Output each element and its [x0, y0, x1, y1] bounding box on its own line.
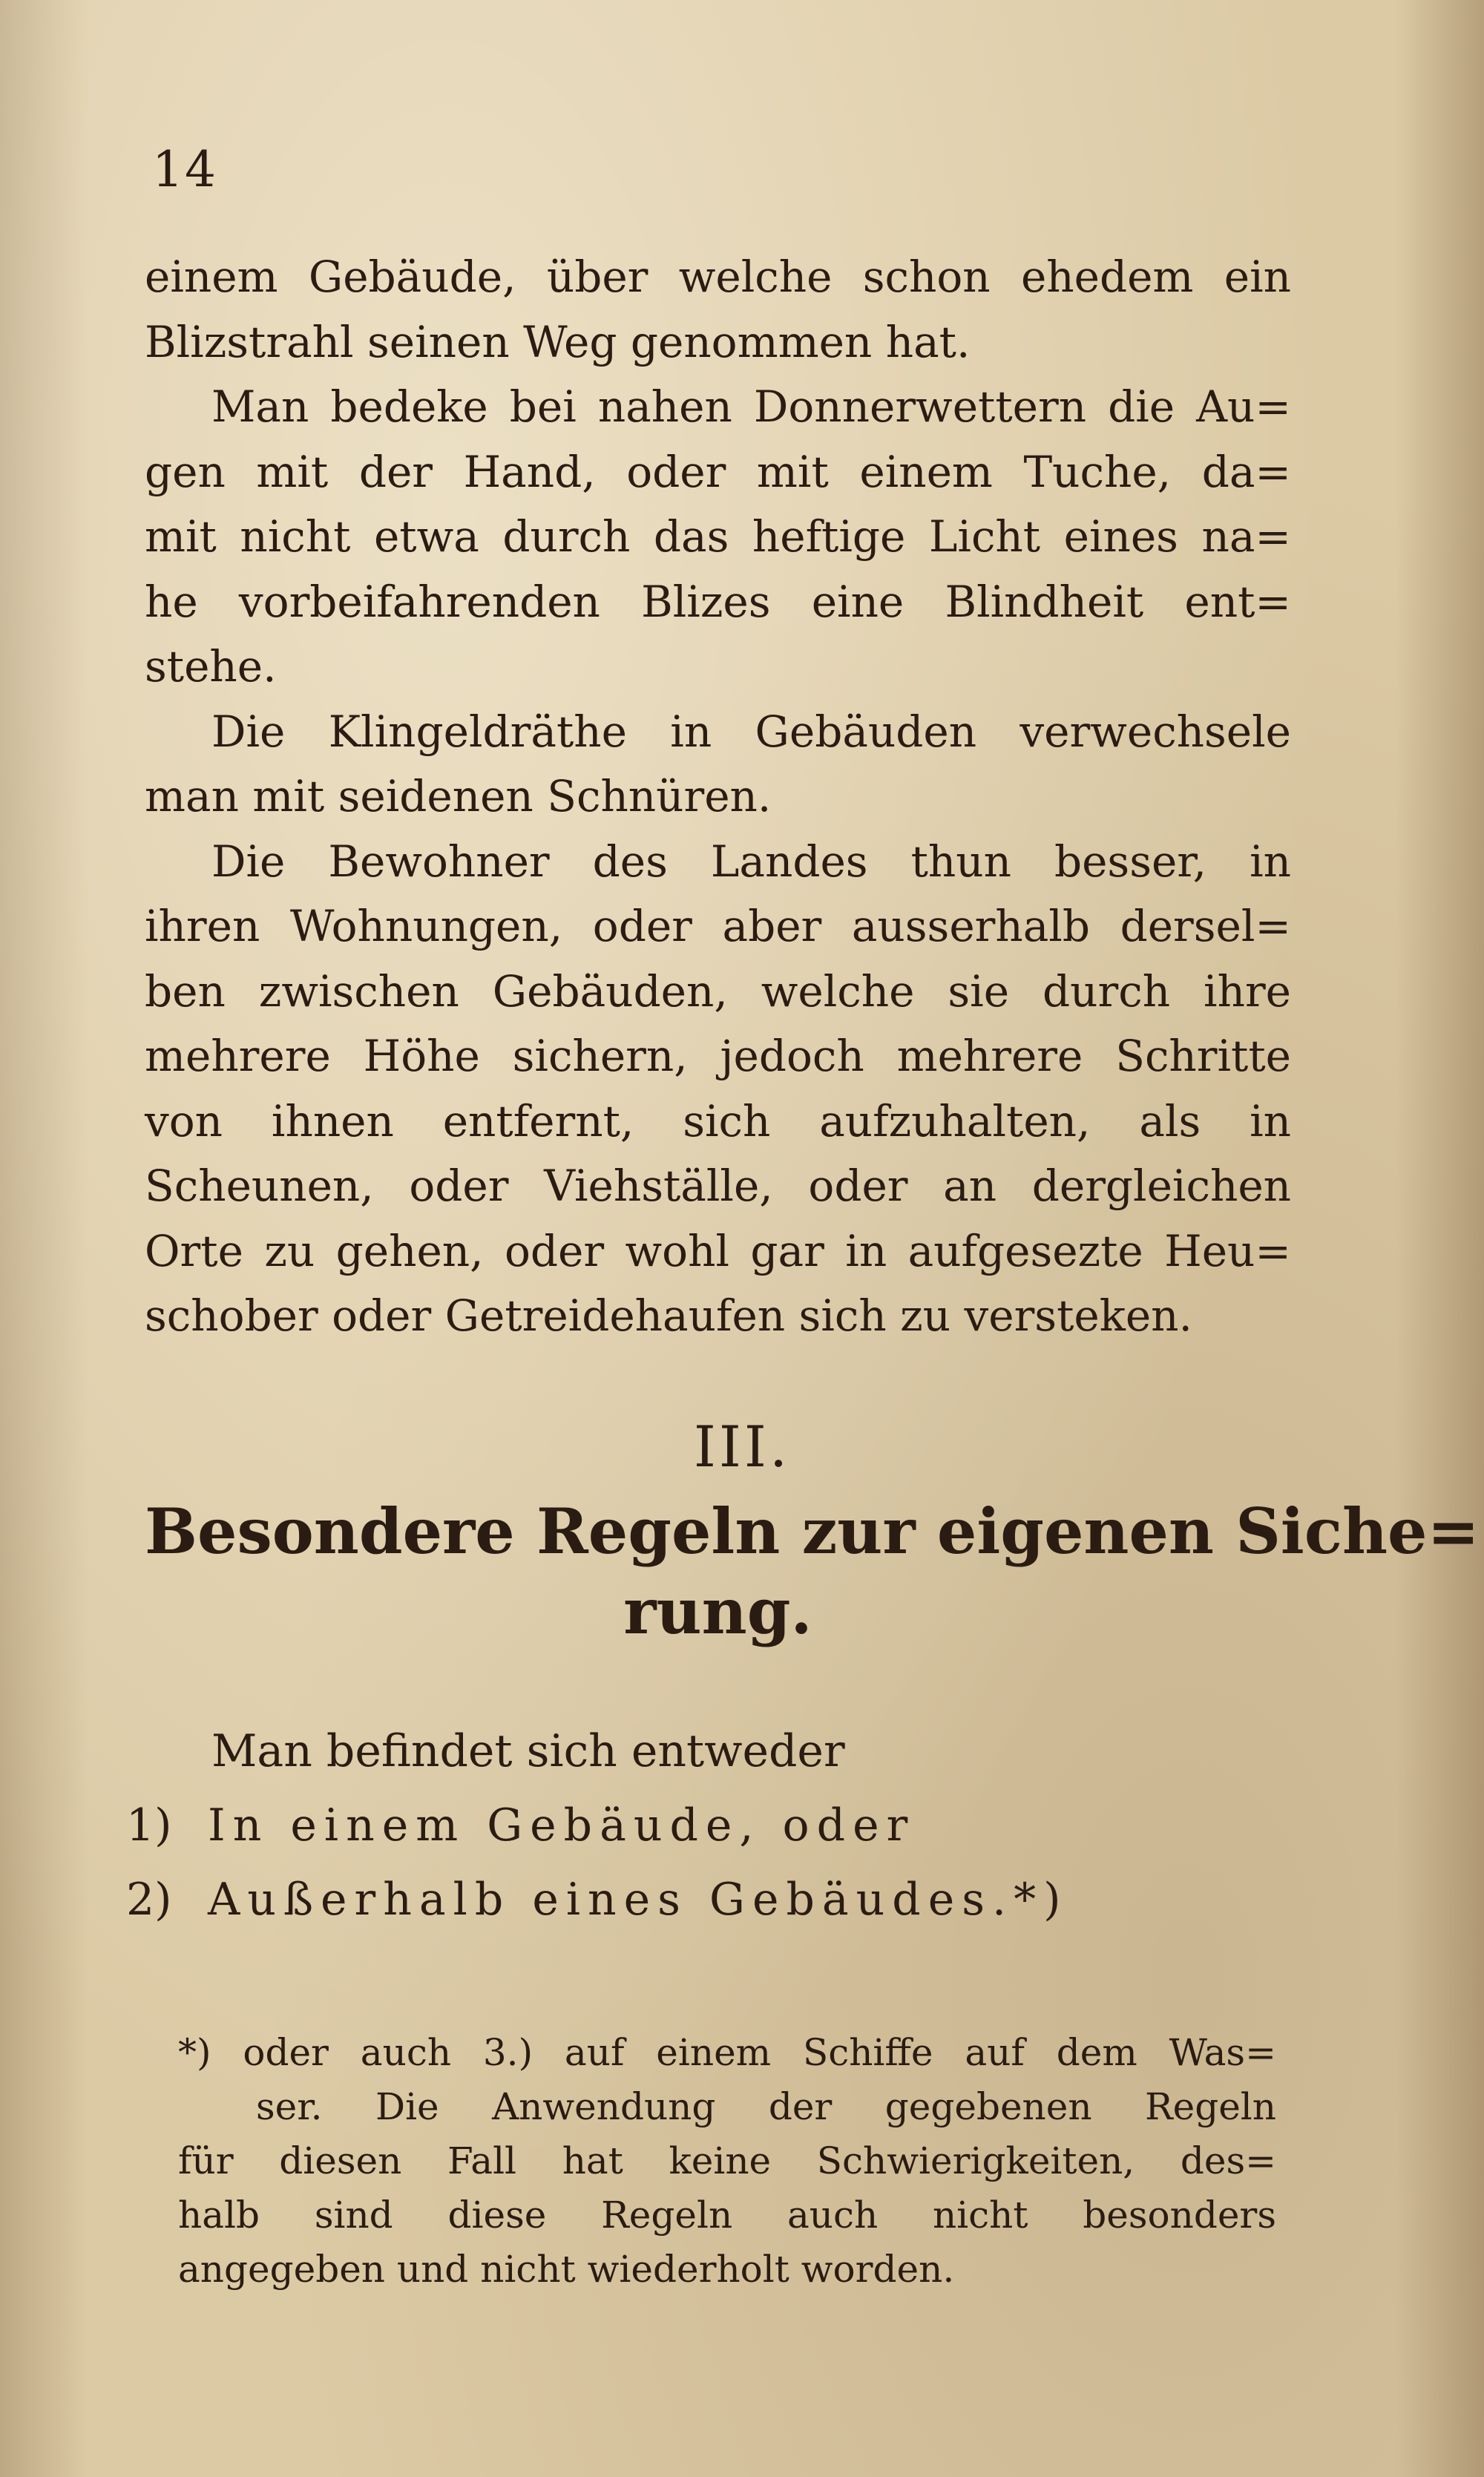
footnote	[178, 2026, 1276, 2297]
text-line: mit nicht etwa durch das heftige Licht eines na=	[145, 511, 1291, 562]
text-line: ihren Wohnungen, oder aber ausserhalb dersel=	[145, 901, 1291, 951]
footnote-line: für diesen Fall hat keine Schwierigkeiten, des=	[178, 2139, 1276, 2182]
intro-line: Man befindet sich entweder	[211, 1725, 845, 1777]
text-line: Scheunen, oder Viehställe, oder an dergleichen	[145, 1161, 1291, 1211]
list-text: In einem Gebäude, oder	[208, 1799, 916, 1851]
text-line: stehe.	[145, 641, 277, 692]
text-line: ben zwischen Gebäuden, welche sie durch ihre	[145, 965, 1291, 1017]
section-number: III.	[693, 1414, 791, 1480]
text-line: einem Gebäude, über welche schon ehedem ein	[145, 252, 1291, 302]
page-number: 14	[152, 141, 217, 198]
text-line: man mit seidenen Schnüren.	[145, 771, 772, 821]
text-line: Blizstrahl seinen Weg genommen hat.	[145, 316, 971, 367]
text-line: von ihnen entfernt, sich aufzuhalten, als in	[145, 1095, 1291, 1146]
text-line: he vorbeifahrenden Blizes eine Blindheit ent=	[145, 576, 1291, 627]
footnote-line: halb sind diese Regeln auch nicht besonders	[178, 2194, 1276, 2237]
section-title	[145, 1492, 1480, 1652]
section-title-line: rung.	[623, 1575, 812, 1648]
text-line: Orte zu gehen, oder wohl gar in aufgesezte Heu=	[145, 1225, 1291, 1276]
text-line: gen mit der Hand, oder mit einem Tuche, da=	[145, 446, 1291, 497]
list-item	[126, 1788, 1298, 1863]
section-title-line: Besondere Regeln zur eigenen Siche=	[145, 1495, 1480, 1568]
list-number: 1)	[126, 1799, 172, 1851]
footnote-line: angegeben und nicht wiederholt worden.	[178, 2248, 955, 2291]
intro-block	[126, 1714, 1298, 1937]
list-number: 2)	[126, 1874, 172, 1926]
footnote-line: *) oder auch 3.) auf einem Schiffe auf dem Was=	[178, 2031, 1276, 2074]
footnote-line: ser. Die Anwendung der gegebenen Regeln	[256, 2085, 1276, 2128]
text-line: Die Bewohner des Landes thun besser, in	[211, 836, 1291, 887]
list-text: Außerhalb eines Gebäudes.*)	[208, 1874, 1068, 1926]
text-line: Die Klingeldräthe in Gebäuden verwechsele	[211, 706, 1291, 757]
text-line: schober oder Getreidehaufen sich zu versteken.	[145, 1290, 1192, 1341]
list-item	[126, 1863, 1298, 1937]
text-line: Man bedeke bei nahen Donnerwettern die Au=	[211, 381, 1291, 432]
text-line: mehrere Höhe sichern, jedoch mehrere Schritte	[145, 1031, 1291, 1081]
body-text	[145, 245, 1291, 1349]
